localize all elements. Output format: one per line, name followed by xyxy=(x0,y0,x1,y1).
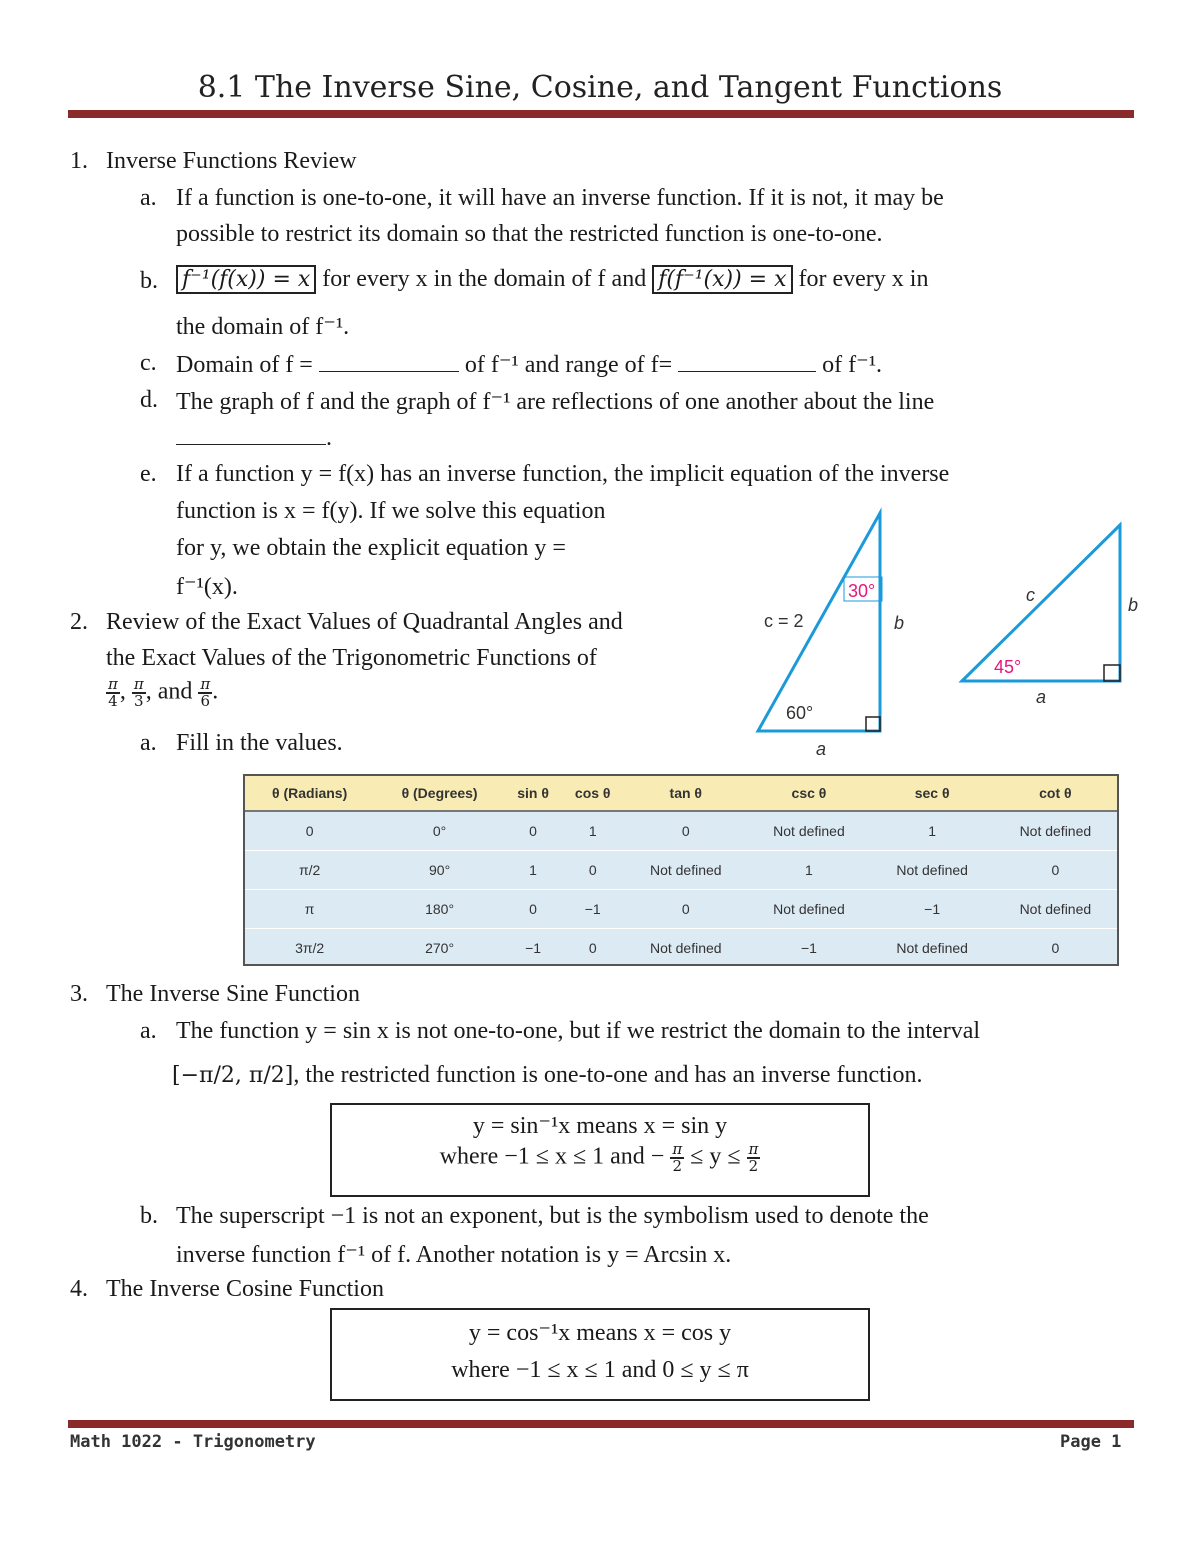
triangle-45-45-90 xyxy=(962,525,1138,707)
table-cell: 0 xyxy=(561,929,624,968)
section-1-heading: Inverse Functions Review xyxy=(106,148,357,174)
item-2a-label: a. xyxy=(140,730,157,756)
table-cell: 1 xyxy=(505,851,561,890)
item-3a-line2-text: , the restricted function is one-to-one and has an inverse function. xyxy=(293,1062,923,1088)
triangle-diagrams xyxy=(750,505,1170,765)
title-rule xyxy=(68,110,1134,118)
table-cell: −1 xyxy=(871,890,994,929)
table-cell: π xyxy=(245,890,374,929)
fraction-pi-2-a: $\frac{\pi}{2}$ xyxy=(672,1140,683,1175)
section-3-number: 3. xyxy=(70,981,88,1007)
table-cell: Not defined xyxy=(871,929,994,968)
section-3-heading: The Inverse Sine Function xyxy=(106,981,360,1007)
table-cell: −1 xyxy=(505,929,561,968)
item-3a-label: a. xyxy=(140,1018,157,1044)
footer-rule xyxy=(68,1420,1134,1428)
page-title: 8.1 The Inverse Sine, Cosine, and Tangent Functions xyxy=(197,70,1003,105)
item-1a-line2: possible to restrict its domain so that the restricted function is one-to-one. xyxy=(176,221,883,247)
quadrantal-values-table xyxy=(243,774,1119,966)
header-sec: sec θ xyxy=(871,776,994,811)
item-1d-period: . xyxy=(326,425,332,451)
triangle-2-side-b: b xyxy=(1128,595,1139,615)
table-cell: Not defined xyxy=(624,851,747,890)
table-cell: Not defined xyxy=(747,890,870,929)
inverse-sine-line1: y = sin⁻¹x means x = sin y xyxy=(472,1113,728,1139)
footer-page-number: Page 1 xyxy=(1060,1432,1122,1452)
item-1c-line xyxy=(176,350,882,379)
item-1e-line1: If a function y = f(x) has an inverse function, the implicit equation of the inverse xyxy=(176,461,950,487)
footer-course: Math 1022 - Trigonometry xyxy=(70,1432,316,1452)
table-cell: π/2 xyxy=(245,851,374,890)
table-cell: 0 xyxy=(624,890,747,929)
item-2a-text: Fill in the values. xyxy=(176,730,343,756)
item-1a-line1: If a function is one-to-one, it will have an inverse function. If it is not, it may be xyxy=(176,185,944,211)
table-cell: −1 xyxy=(561,890,624,929)
triangle-1-side-a: a xyxy=(816,739,827,759)
section-2-number: 2. xyxy=(70,609,88,635)
item-1e-line2: function is x = f(y). If we solve this equation xyxy=(176,498,606,524)
triangle-1-bottom-angle: 60° xyxy=(786,703,814,723)
right-angle-marker-1 xyxy=(866,717,880,731)
table-row xyxy=(245,890,1117,929)
item-3a-line2 xyxy=(172,1062,922,1089)
item-1b-label: b. xyxy=(140,268,158,294)
fill-blank-range[interactable] xyxy=(678,351,816,372)
section-2-fractions: $\frac{\pi}{4}$ , $\frac{\pi}{3}$ , and $\frac{\pi}{6}$ . xyxy=(108,675,219,710)
table-cell: 0° xyxy=(374,811,505,851)
inverse-cosine-line2: where −1 ≤ x ≤ 1 and 0 ≤ y ≤ π xyxy=(451,1357,749,1383)
inverse-sine-line2-b: ≤ y ≤ xyxy=(690,1143,741,1170)
fraction-pi-3: $\frac{\pi}{3}$ xyxy=(133,675,144,710)
and-word: and xyxy=(157,678,193,705)
item-1d-line2 xyxy=(176,424,332,452)
header-degrees: θ (Degrees) xyxy=(374,776,505,811)
table-cell: −1 xyxy=(747,929,870,968)
item-1d-label: d. xyxy=(140,387,158,413)
inverse-sine-definition-box xyxy=(330,1103,870,1197)
table-cell: 0 xyxy=(505,811,561,851)
item-1b-line1 xyxy=(176,258,928,300)
fraction-pi-4: $\frac{\pi}{4}$ xyxy=(108,675,118,710)
item-1b-end: for every x in xyxy=(798,266,929,292)
fill-blank-line[interactable] xyxy=(176,424,326,445)
identity-box-2: f(f⁻¹(x)) = x xyxy=(652,265,792,294)
table-cell: 90° xyxy=(374,851,505,890)
fraction-pi-2-b: $\frac{\pi}{2}$ xyxy=(748,1140,759,1175)
table-cell: 0 xyxy=(624,811,747,851)
table-cell: 0 xyxy=(245,811,374,851)
table-cell: Not defined xyxy=(994,811,1117,851)
triangle-2-side-a: a xyxy=(1036,687,1047,707)
table-cell: 180° xyxy=(374,890,505,929)
item-1e-line4: f⁻¹(x). xyxy=(176,574,238,600)
item-3b-label: b. xyxy=(140,1203,158,1229)
table-cell: 270° xyxy=(374,929,505,968)
section-4-heading: The Inverse Cosine Function xyxy=(106,1276,384,1302)
item-1b-mid: for every x in the domain of f and xyxy=(322,266,647,292)
item-1c-label: c. xyxy=(140,350,157,376)
fill-blank-domain[interactable] xyxy=(319,351,459,372)
item-1e-label: e. xyxy=(140,461,157,487)
header-radians: θ (Radians) xyxy=(245,776,374,811)
table-cell: 1 xyxy=(747,851,870,890)
triangle-2-angle: 45° xyxy=(994,657,1022,677)
triangle-1-side-b: b xyxy=(894,613,905,633)
inverse-sine-line2 xyxy=(332,1142,868,1174)
section-1-number: 1. xyxy=(70,148,88,174)
header-cot: cot θ xyxy=(994,776,1117,811)
table-cell: Not defined xyxy=(624,929,747,968)
section-4-number: 4. xyxy=(70,1276,88,1302)
item-1c-part2: of f⁻¹ and range of f= xyxy=(464,352,673,378)
table-cell: 0 xyxy=(994,851,1117,890)
table-cell: 1 xyxy=(871,811,994,851)
triangle-2-hyp-label: c xyxy=(1026,585,1035,605)
triangle-1-top-angle: 30° xyxy=(848,581,876,601)
section-2-line1: Review of the Exact Values of Quadrantal Angles and xyxy=(106,609,623,635)
table-cell: 1 xyxy=(561,811,624,851)
right-angle-marker-2 xyxy=(1104,665,1120,681)
inverse-cosine-line1: y = cos⁻¹x means x = cos y xyxy=(468,1320,732,1346)
table-row xyxy=(245,851,1117,890)
table-cell: Not defined xyxy=(871,851,994,890)
item-3b-line2: inverse function f⁻¹ of f. Another notation is y = Arcsin x. xyxy=(176,1242,732,1268)
identity-box-1: f⁻¹(f(x)) = x xyxy=(176,265,316,294)
header-sin: sin θ xyxy=(505,776,561,811)
inverse-sine-line2-a: where −1 ≤ x ≤ 1 and − xyxy=(439,1143,665,1170)
table-cell: Not defined xyxy=(994,890,1117,929)
triangle-2-outline xyxy=(962,525,1120,681)
table-header-row xyxy=(245,776,1117,811)
table-cell: 3π/2 xyxy=(245,929,374,968)
item-3b-line1: The superscript −1 is not an exponent, but is the symbolism used to denote the xyxy=(176,1203,929,1229)
table-cell: Not defined xyxy=(747,811,870,851)
item-1c-part1: Domain of f = xyxy=(176,352,313,378)
item-1c-part3: of f⁻¹. xyxy=(822,352,883,378)
item-1e-line3: for y, we obtain the explicit equation y = xyxy=(176,535,566,561)
table-cell: 0 xyxy=(505,890,561,929)
fraction-pi-6: $\frac{\pi}{6}$ xyxy=(200,675,211,710)
header-cos: cos θ xyxy=(561,776,624,811)
triangle-1-hyp-label: c = 2 xyxy=(764,611,804,631)
table-row xyxy=(245,929,1117,968)
item-1a-label: a. xyxy=(140,185,157,211)
table-cell: 0 xyxy=(994,929,1117,968)
inverse-cosine-definition-box xyxy=(330,1308,870,1401)
interval-expression: [−π/2, π/2] xyxy=(172,1063,294,1088)
table-row xyxy=(245,811,1117,851)
header-csc: csc θ xyxy=(747,776,870,811)
section-2-line2: the Exact Values of the Trigonometric Functions of xyxy=(106,645,597,671)
triangle-30-60-90 xyxy=(758,513,904,759)
item-1b-line2: the domain of f⁻¹. xyxy=(176,314,350,340)
item-1d-line1: The graph of f and the graph of f⁻¹ are reflections of one another about the line xyxy=(176,389,935,415)
item-3a-line1: The function y = sin x is not one-to-one, but if we restrict the domain to the interval xyxy=(176,1018,981,1044)
header-tan: tan θ xyxy=(624,776,747,811)
table-cell: 0 xyxy=(561,851,624,890)
